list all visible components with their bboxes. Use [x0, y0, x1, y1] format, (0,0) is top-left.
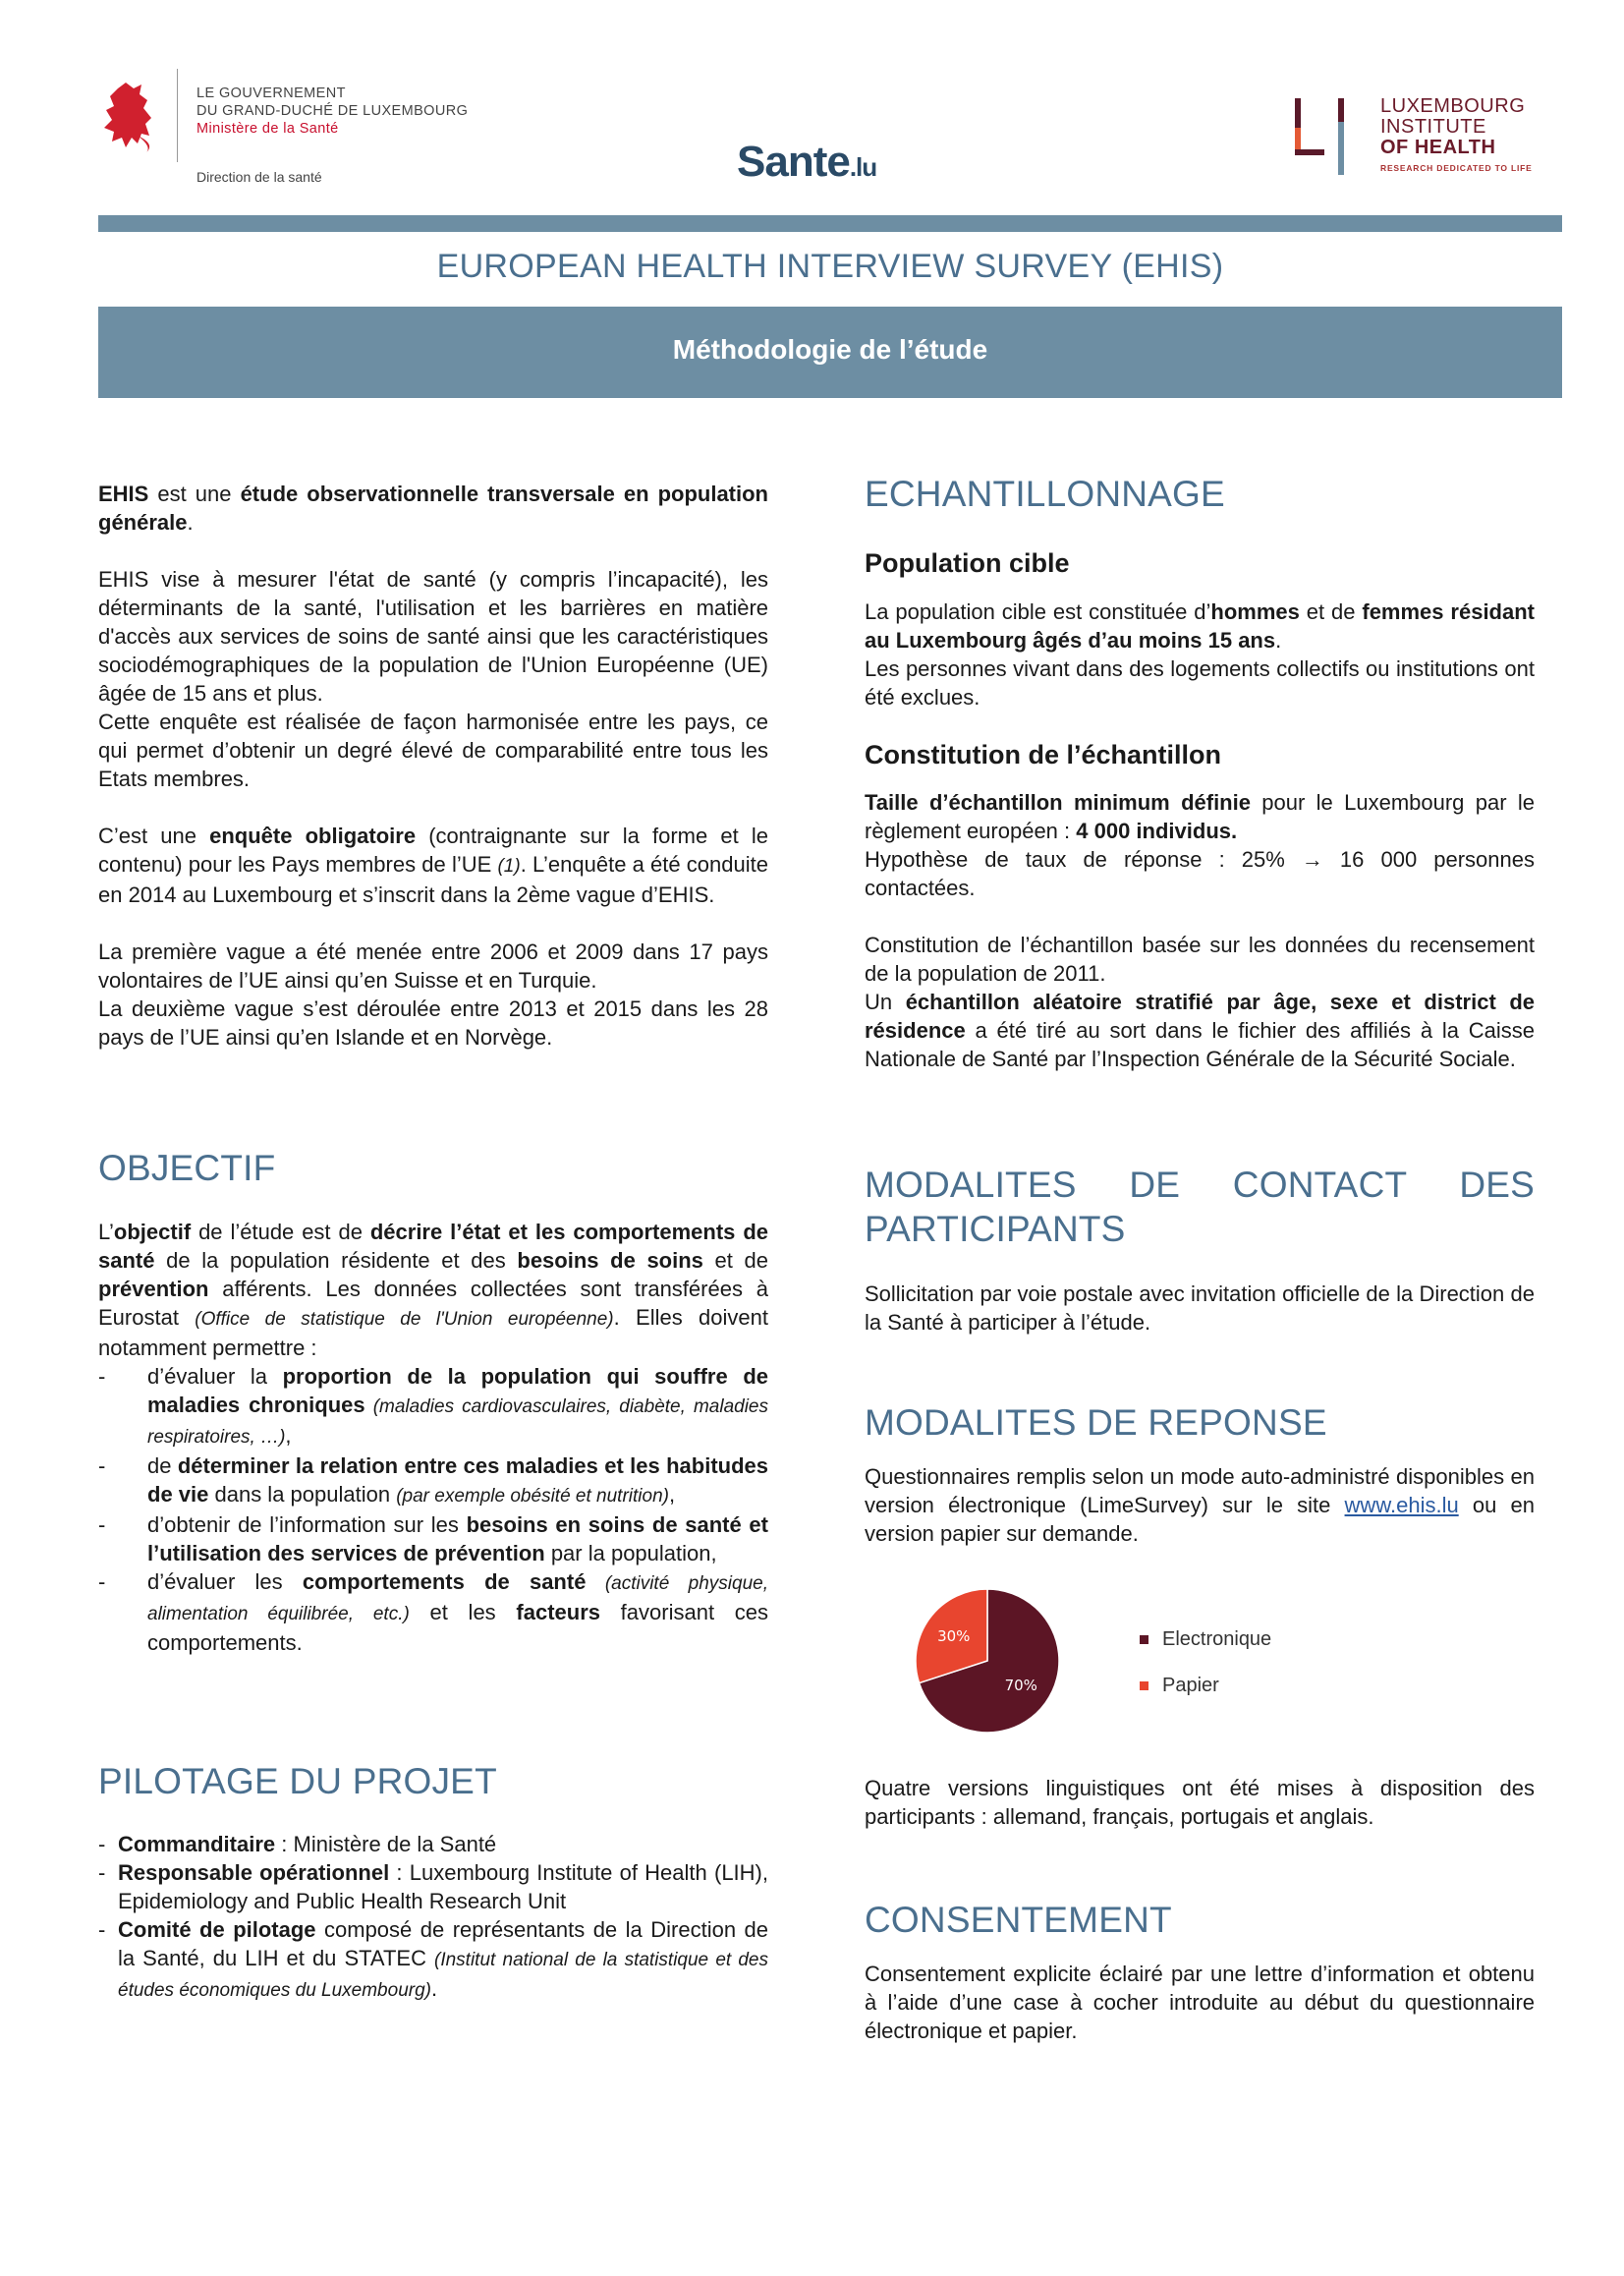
- reponse-paragraph: Questionnaires remplis selon un mode auto-administré disponibles en version électronique (LimeSurvey) sur le site www.ehis.lu ou en version papier sur demande.: [865, 1464, 1535, 1546]
- legend-item-electronique: [1140, 1617, 1271, 1663]
- pilotage-item-1: - Commanditaire : Ministère de la Santé: [98, 1830, 768, 1858]
- population-paragraph-1: La population cible est constituée d’hommes et de femmes résidant au Luxembourg âgés d’au moins 15 ans.: [865, 599, 1535, 653]
- page-subtitle: Méthodologie de l’étude: [672, 334, 988, 365]
- consentement-heading: CONSENTEMENT: [865, 1900, 1172, 1940]
- contact-paragraph: Sollicitation par voie postale avec invitation officielle de la Direction de la Santé à participer à l’étude.: [865, 1281, 1535, 1335]
- intro-section: [98, 480, 768, 1052]
- population-paragraph-2: Les personnes vivant dans des logements collectifs ou institutions ont été exclues.: [865, 656, 1535, 710]
- objectif-section: [98, 1218, 768, 1657]
- intro-paragraph-2: EHIS vise à mesurer l'état de santé (y compris l’incapacité), les déterminants de la santé, l'utilisation et les barrières en matière d'accès aux services de soins de santé ainsi que les caractéristiques sociodémographiques de la population de l'Union Européenne (UE) âgée de 15 ans et plus.: [98, 567, 768, 706]
- lih-name: LUXEMBOURG INSTITUTE OF HEALTH: [1380, 95, 1526, 158]
- intro-paragraph-4: C’est une enquête obligatoire (contraignante sur la forme et le contenu) pour les Pays membres de l’UE (1). L’enquête a été conduite en 2014 au Luxembourg et s’inscrit dans la 2ème vague d’EHIS.: [98, 824, 768, 907]
- pilotage-section: [98, 1830, 768, 2005]
- contact-heading: MODALITES DE CONTACT DES PARTICIPANTS: [865, 1165, 1535, 1249]
- top-bar: [98, 215, 1562, 232]
- constitution-paragraph-2: Hypothèse de taux de réponse : 25% → 16 000 personnes contactées.: [865, 847, 1535, 900]
- objectif-item-1: - d’évaluer la proportion de la population qui souffre de maladies chroniques (maladies cardiovasculaires, diabète, maladies respiratoires, …),: [98, 1362, 768, 1451]
- constitution-paragraph-4: Un échantillon aléatoire stratifié par âge, sexe et district de résidence a été tiré au sort dans le fichier des affiliés à la Caisse Nationale de Santé par l’Inspection Générale de la Sécurité Sociale.: [865, 990, 1535, 1071]
- objectif-item-2: - de déterminer la relation entre ces maladies et les habitudes de vie dans la population (par exemple obésité et nutrition),: [98, 1451, 768, 1510]
- consentement-section: [865, 1960, 1535, 2045]
- constitution-paragraph-3: Constitution de l’échantillon basée sur les données du recensement de la population de 2011.: [865, 933, 1535, 986]
- population-cible-heading: Population cible: [865, 548, 1070, 578]
- pilotage-heading: PILOTAGE DU PROJET: [98, 1761, 497, 1801]
- pilotage-item-3: - Comité de pilotage composé de représentants de la Direction de la Santé, du LIH et du STATEC (Institut national de la statistique et des études économiques du Luxembourg).: [98, 1915, 768, 2005]
- intro-paragraph-6: La deuxième vague s’est déroulée entre 2013 et 2015 dans les 28 pays de l’UE ainsi qu’en Islande et en Norvège.: [98, 996, 768, 1050]
- langues-paragraph: Quatre versions linguistiques ont été mises à disposition des participants : allemand, français, portugais et anglais.: [865, 1776, 1535, 1829]
- objectif-paragraph: L’objectif de l’étude est de décrire l’état et les comportements de santé de la population résidente et des besoins de soins et de prévention afférents. Les données collectées sont transférées à Eurostat (Office de statistique de l'Union européenne). Elles doivent notamment permettre :: [98, 1220, 769, 1360]
- pie-label-papier: 30%: [937, 1627, 971, 1646]
- ehis-website-link[interactable]: www.ehis.lu: [1344, 1493, 1459, 1517]
- constitution-paragraph-1: Taille d’échantillon minimum définie pour le Luxembourg par le règlement européen : 4 000 individus.: [865, 790, 1535, 843]
- legend-label: Papier: [1162, 1675, 1219, 1696]
- constitution-heading: Constitution de l’échantillon: [865, 740, 1221, 769]
- constitution-section: [865, 788, 1535, 1073]
- sante-lu-logo: Sante.lu: [737, 138, 877, 186]
- pie-legend: [1140, 1617, 1271, 1709]
- luxembourg-lion-logo: [98, 79, 163, 155]
- legend-swatch: [1140, 1681, 1148, 1690]
- government-name: LE GOUVERNEMENT DU GRAND-DUCHÉ DE LUXEMBOURG Ministère de la Santé: [196, 85, 469, 137]
- intro-paragraph-5: La première vague a été menée entre 2006 et 2009 dans 17 pays volontaires de l’UE ainsi qu’en Suisse et en Turquie.: [98, 939, 768, 993]
- legend-item-papier: [1140, 1663, 1271, 1709]
- consentement-paragraph: Consentement explicite éclairé par une lettre d’information et obtenu à l’aide d’une case à cocher introduite au début du questionnaire électronique et papier.: [865, 1962, 1535, 2043]
- intro-paragraph-1: EHIS est une étude observationnelle transversale en population générale.: [98, 482, 768, 535]
- legend-swatch: [1140, 1635, 1148, 1644]
- reponse-heading: MODALITES DE REPONSE: [865, 1402, 1327, 1443]
- lih-tagline: RESEARCH DEDICATED TO LIFE: [1380, 163, 1533, 173]
- objectif-item-3: - d’obtenir de l’information sur les besoins en soins de santé et l’utilisation des services de prévention par la population,: [98, 1510, 768, 1567]
- direction-sante: Direction de la santé: [196, 169, 322, 185]
- objectif-heading: OBJECTIF: [98, 1148, 276, 1188]
- lih-logo-icon: [1295, 98, 1356, 175]
- reponse-section: [865, 1462, 1535, 1548]
- response-mode-pie-chart: [914, 1587, 1061, 1735]
- pilotage-item-2: - Responsable opérationnel : Luxembourg Institute of Health (LIH), Epidemiology and Public Health Research Unit: [98, 1858, 768, 1915]
- page-title: EUROPEAN HEALTH INTERVIEW SURVEY (EHIS): [436, 248, 1224, 285]
- legend-label: Electronique: [1162, 1628, 1272, 1650]
- pie-label-electronique: 70%: [1004, 1676, 1037, 1694]
- header-separator: [177, 69, 178, 162]
- objectif-item-4: - d’évaluer les comportements de santé (activité physique, alimentation équilibrée, etc.) et les facteurs favorisant ces comportements.: [98, 1567, 768, 1657]
- echantillonnage-heading: ECHANTILLONNAGE: [865, 474, 1225, 514]
- intro-paragraph-3: Cette enquête est réalisée de façon harmonisée entre les pays, ce qui permet d’obtenir un degré élevé de comparabilité entre tous les Etats membres.: [98, 710, 768, 791]
- contact-section: [865, 1280, 1535, 1337]
- population-cible-section: [865, 597, 1535, 711]
- langues-section: [865, 1774, 1535, 1831]
